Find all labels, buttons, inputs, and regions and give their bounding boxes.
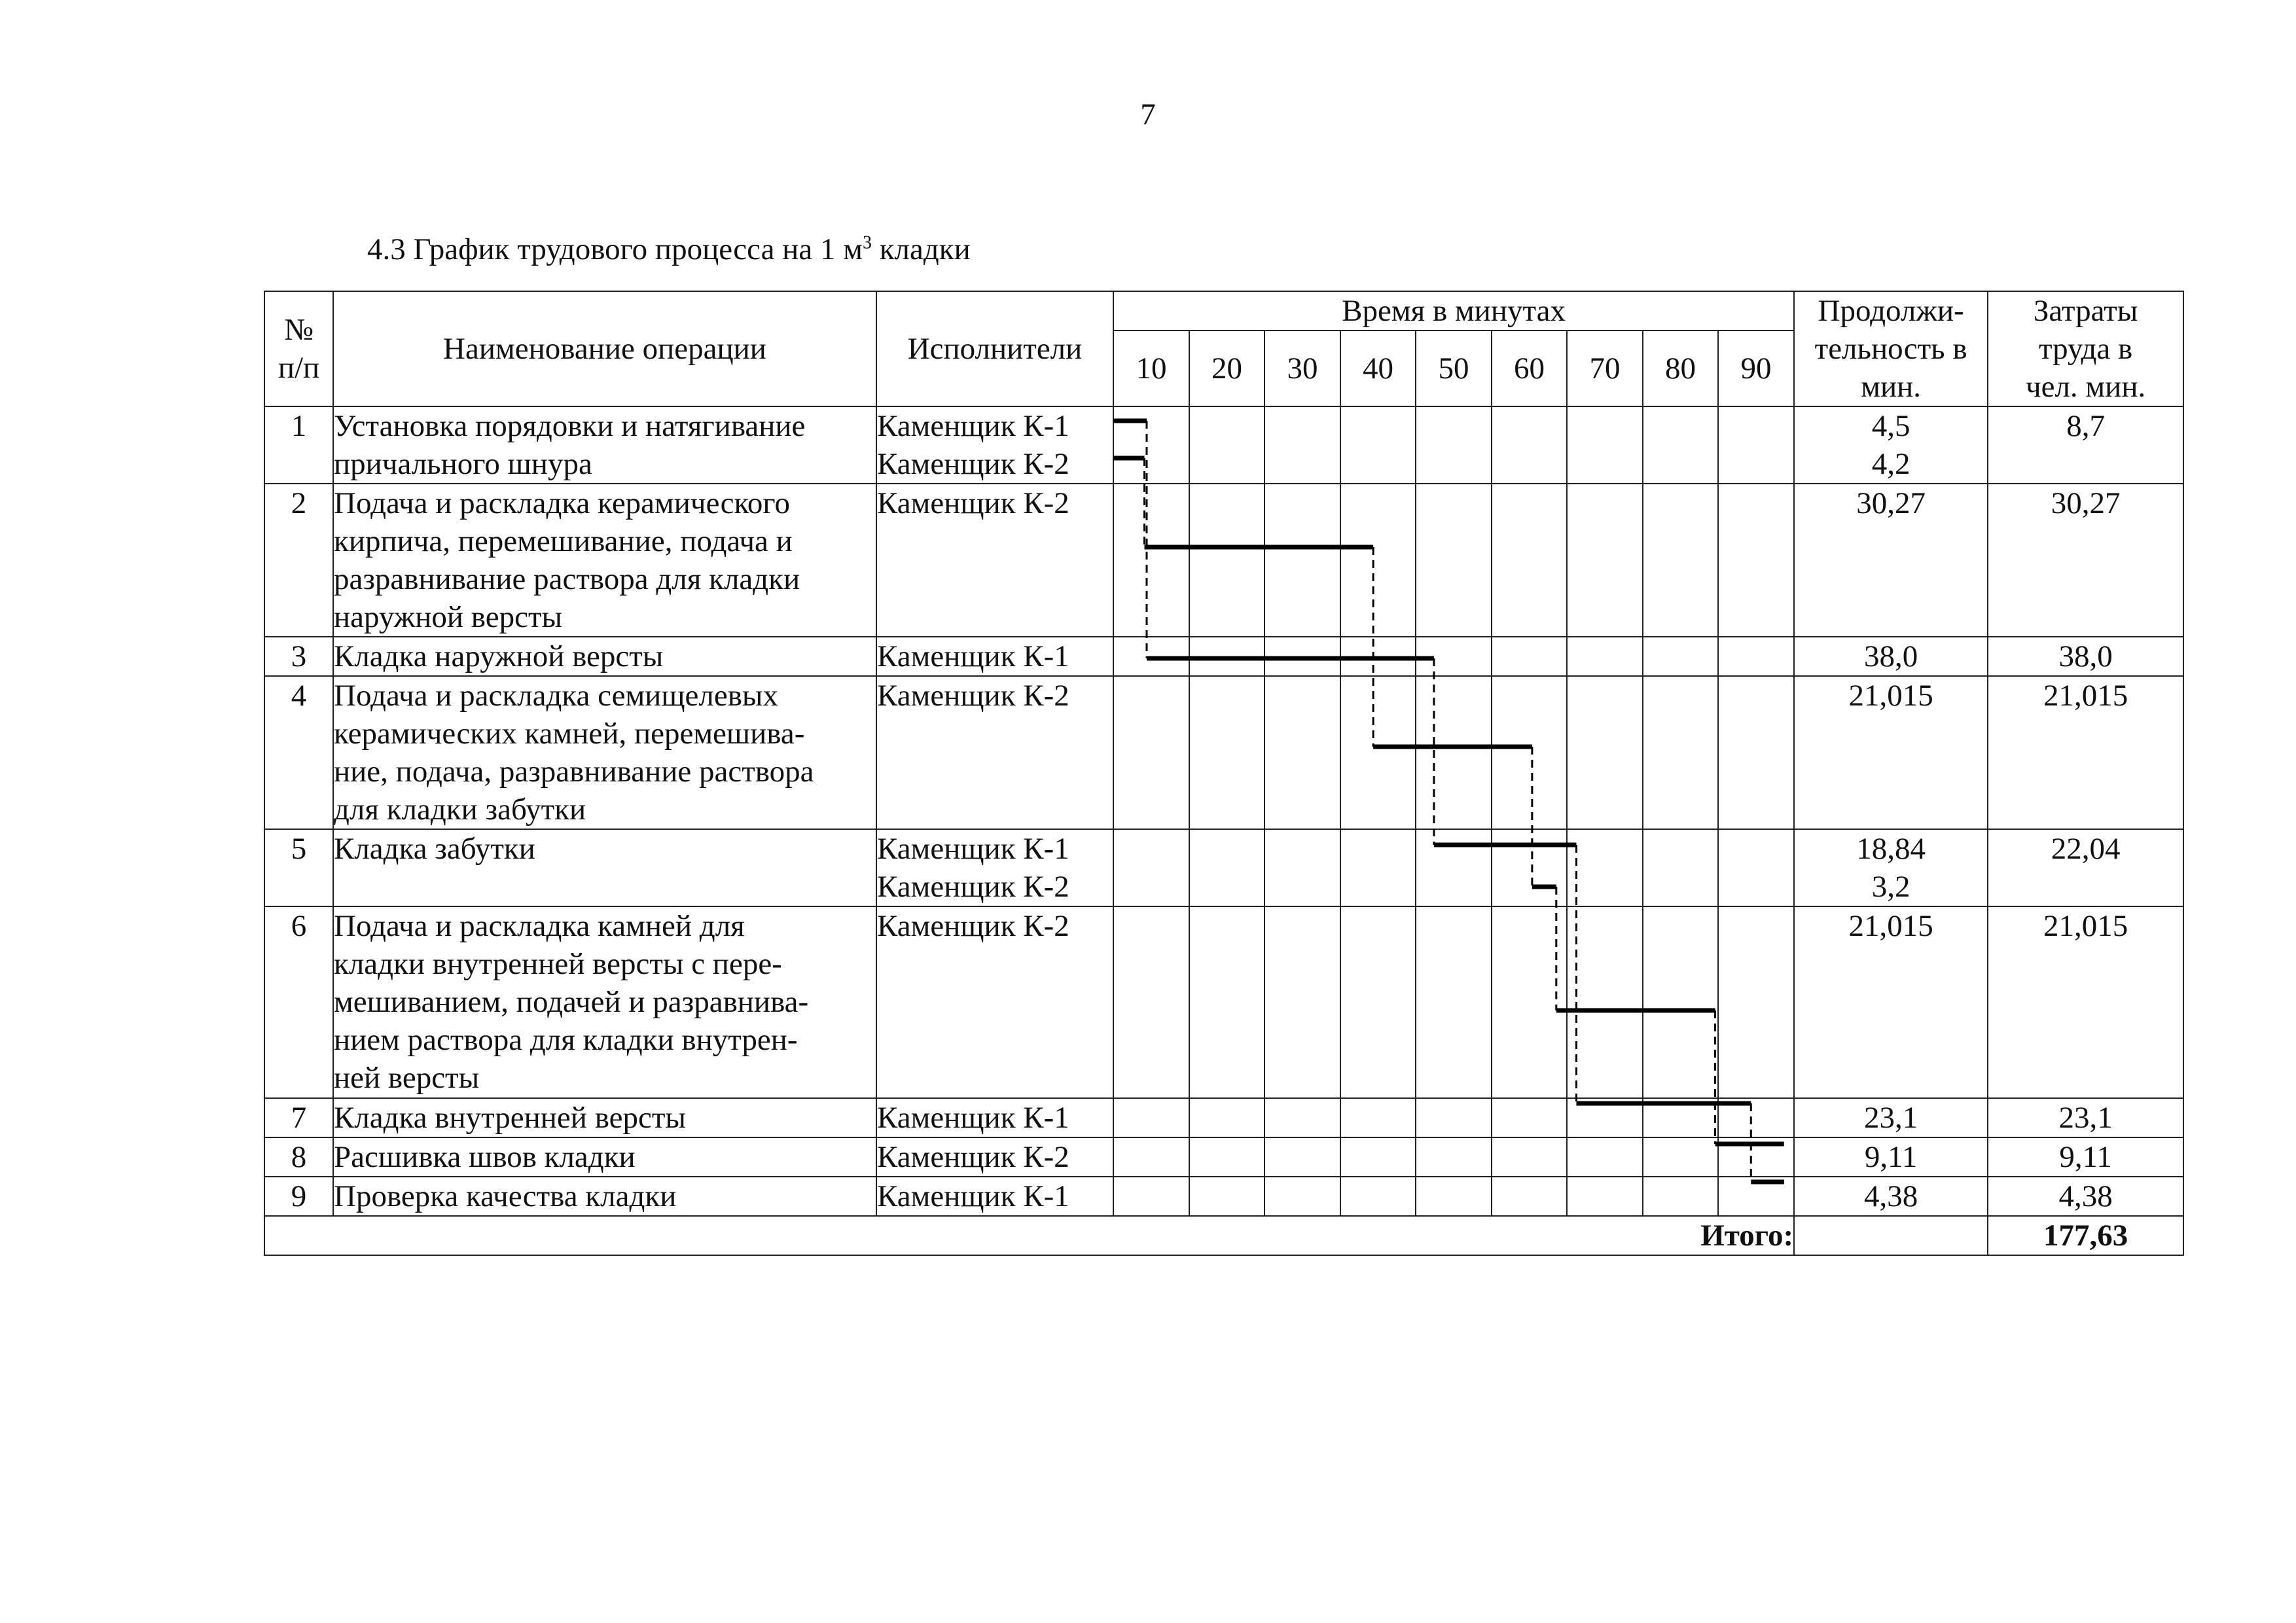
table-row xyxy=(264,406,2183,484)
operation-name-line: ние, подача, разравнивание раствора xyxy=(334,755,814,789)
time-cell xyxy=(1265,906,1340,1098)
time-cell xyxy=(1189,1098,1265,1137)
table-row xyxy=(264,1137,2183,1177)
time-cell xyxy=(1492,676,1567,829)
time-cell xyxy=(1340,829,1416,906)
time-tick: 30 xyxy=(1265,330,1340,406)
time-cell xyxy=(1416,1177,1492,1216)
time-cell xyxy=(1718,637,1794,676)
duration-cell xyxy=(1794,676,1988,829)
labor-cost: 9,11 xyxy=(1988,1137,2183,1177)
time-cell xyxy=(1416,406,1492,484)
operation-name-line: наружной версты xyxy=(334,600,563,634)
duration-value: 21,015 xyxy=(1848,909,1933,943)
time-cell xyxy=(1492,484,1567,637)
time-cell xyxy=(1492,1137,1567,1177)
duration-cell xyxy=(1794,1137,1988,1177)
operation-name-line: ней версты xyxy=(334,1061,480,1095)
time-cell xyxy=(1567,829,1643,906)
time-tick: 50 xyxy=(1416,330,1492,406)
section-title-superscript: 3 xyxy=(862,232,872,253)
time-cell xyxy=(1265,1098,1340,1137)
time-cell xyxy=(1265,676,1340,829)
operation-name-line: нием раствора для кладки внутрен- xyxy=(334,1023,798,1057)
operation-name-line: причального шнура xyxy=(334,447,592,481)
time-cell xyxy=(1567,406,1643,484)
row-number: 7 xyxy=(264,1098,333,1137)
row-number: 8 xyxy=(264,1137,333,1177)
time-cell xyxy=(1416,484,1492,637)
labor-cost: 21,015 xyxy=(1988,906,2183,1098)
operation-name-line: мешиванием, подачей и разравнива- xyxy=(334,985,809,1019)
time-cell xyxy=(1643,1098,1718,1137)
time-cell xyxy=(1492,1177,1567,1216)
operation-name xyxy=(333,829,876,906)
time-cell xyxy=(1189,906,1265,1098)
operation-name xyxy=(333,637,876,676)
time-cell xyxy=(1718,676,1794,829)
time-cell xyxy=(1189,676,1265,829)
operation-name xyxy=(333,906,876,1098)
operation-name xyxy=(333,406,876,484)
time-cell xyxy=(1567,1137,1643,1177)
performers-cell xyxy=(876,1177,1113,1216)
time-cell xyxy=(1718,906,1794,1098)
operation-name-line: Кладка забутки xyxy=(334,832,535,866)
duration-cell xyxy=(1794,829,1988,906)
operation-name-line: Подача и раскладка камней для xyxy=(334,909,745,943)
time-cell xyxy=(1189,829,1265,906)
row-number: 9 xyxy=(264,1177,333,1216)
time-tick: 80 xyxy=(1643,330,1718,406)
time-tick: 70 xyxy=(1567,330,1643,406)
operation-name-line: разравнивание раствора для кладки xyxy=(334,562,800,596)
time-cell xyxy=(1189,637,1265,676)
header-duration: Продолжи- тельность в мин. xyxy=(1794,291,1988,406)
time-cell xyxy=(1340,676,1416,829)
time-cell xyxy=(1340,1137,1416,1177)
time-cell xyxy=(1492,406,1567,484)
time-cell xyxy=(1718,1137,1794,1177)
time-cell xyxy=(1113,1098,1189,1137)
table-row xyxy=(264,1177,2183,1216)
operation-name-line: Кладка наружной версты xyxy=(334,639,664,673)
time-cell xyxy=(1113,906,1189,1098)
labor-cost: 21,015 xyxy=(1988,676,2183,829)
section-title-tail: кладки xyxy=(871,232,971,266)
total-labor: 177,63 xyxy=(1988,1216,2183,1255)
time-cell xyxy=(1416,676,1492,829)
performers-cell xyxy=(876,637,1113,676)
time-cell xyxy=(1113,829,1189,906)
time-cell xyxy=(1113,676,1189,829)
time-cell xyxy=(1340,1098,1416,1137)
time-cell xyxy=(1265,1177,1340,1216)
header-number: № п/п xyxy=(264,291,333,406)
duration-cell xyxy=(1794,906,1988,1098)
performers-cell xyxy=(876,906,1113,1098)
duration-value: 30,27 xyxy=(1856,486,1926,520)
performer: Каменщик К-1 xyxy=(877,832,1069,866)
duration-value: 38,0 xyxy=(1863,639,1918,673)
time-tick: 40 xyxy=(1340,330,1416,406)
time-cell xyxy=(1340,637,1416,676)
duration-value: 4,2 xyxy=(1871,447,1910,481)
time-cell xyxy=(1567,484,1643,637)
performer: Каменщик К-1 xyxy=(877,1101,1069,1135)
page-number: 7 xyxy=(1140,98,1156,132)
header-time: Время в минутах xyxy=(1113,291,1794,330)
operation-name xyxy=(333,484,876,637)
time-cell xyxy=(1265,829,1340,906)
row-number: 2 xyxy=(264,484,333,637)
time-cell xyxy=(1718,406,1794,484)
time-tick: 60 xyxy=(1492,330,1567,406)
time-cell xyxy=(1340,406,1416,484)
duration-value: 4,38 xyxy=(1863,1179,1918,1213)
duration-cell xyxy=(1794,637,1988,676)
performer: Каменщик К-1 xyxy=(877,1179,1069,1213)
performer: Каменщик К-1 xyxy=(877,639,1069,673)
labor-cost: 30,27 xyxy=(1988,484,2183,637)
total-duration-cell xyxy=(1794,1216,1988,1255)
labor-process-table xyxy=(264,291,2184,1256)
table-row xyxy=(264,906,2183,1098)
time-cell xyxy=(1189,1137,1265,1177)
duration-value: 9,11 xyxy=(1864,1140,1918,1174)
time-cell xyxy=(1113,484,1189,637)
time-cell xyxy=(1643,1177,1718,1216)
operation-name-line: Подача и раскладка керамического xyxy=(334,486,791,520)
section-title-main: 4.3 График трудового процесса на 1 м xyxy=(367,232,863,266)
time-cell xyxy=(1718,829,1794,906)
time-cell xyxy=(1416,906,1492,1098)
time-cell xyxy=(1113,637,1189,676)
time-cell xyxy=(1492,906,1567,1098)
labor-cost: 22,04 xyxy=(1988,829,2183,906)
time-cell xyxy=(1189,484,1265,637)
header-operation: Наименование операции xyxy=(333,291,876,406)
time-cell xyxy=(1492,829,1567,906)
header-labor: Затраты труда в чел. мин. xyxy=(1988,291,2183,406)
row-number: 3 xyxy=(264,637,333,676)
time-cell xyxy=(1340,484,1416,637)
time-cell xyxy=(1189,1177,1265,1216)
section-title xyxy=(367,232,971,267)
row-number: 4 xyxy=(264,676,333,829)
total-label: Итого: xyxy=(264,1216,1794,1255)
row-number: 5 xyxy=(264,829,333,906)
table-row xyxy=(264,637,2183,676)
operation-name xyxy=(333,1098,876,1137)
operation-name xyxy=(333,1177,876,1216)
duration-value: 3,2 xyxy=(1871,870,1910,904)
operation-name xyxy=(333,676,876,829)
time-tick: 10 xyxy=(1113,330,1189,406)
table-row xyxy=(264,484,2183,637)
time-cell xyxy=(1567,1098,1643,1137)
time-tick: 90 xyxy=(1718,330,1794,406)
time-cell xyxy=(1567,676,1643,829)
time-cell xyxy=(1340,1177,1416,1216)
time-cell xyxy=(1718,1177,1794,1216)
performer: Каменщик К-2 xyxy=(877,870,1069,904)
time-cell xyxy=(1492,1098,1567,1137)
performers-cell xyxy=(876,406,1113,484)
labor-cost: 38,0 xyxy=(1988,637,2183,676)
time-cell xyxy=(1113,1137,1189,1177)
operation-name-line: кладки внутренней версты с пере- xyxy=(334,947,782,981)
performer: Каменщик К-2 xyxy=(877,679,1069,713)
performer: Каменщик К-2 xyxy=(877,447,1069,481)
labor-cost: 8,7 xyxy=(1988,406,2183,484)
time-cell xyxy=(1643,637,1718,676)
time-cell xyxy=(1643,676,1718,829)
time-cell xyxy=(1567,637,1643,676)
time-tick: 20 xyxy=(1189,330,1265,406)
performers-cell xyxy=(876,484,1113,637)
operation-name-line: Подача и раскладка семищелевых xyxy=(334,679,778,713)
time-cell xyxy=(1567,1177,1643,1216)
performer: Каменщик К-1 xyxy=(877,409,1069,443)
operation-name-line: для кладки забутки xyxy=(334,793,586,827)
operation-name-line: Установка порядовки и натягивание xyxy=(334,409,806,443)
performers-cell xyxy=(876,1137,1113,1177)
labor-cost: 4,38 xyxy=(1988,1177,2183,1216)
time-cell xyxy=(1416,829,1492,906)
operation-name-line: Расшивка швов кладки xyxy=(334,1140,636,1174)
duration-value: 18,84 xyxy=(1856,832,1926,866)
performer: Каменщик К-2 xyxy=(877,1140,1069,1174)
time-cell xyxy=(1416,1098,1492,1137)
time-cell xyxy=(1718,1098,1794,1137)
time-cell xyxy=(1113,406,1189,484)
performer: Каменщик К-2 xyxy=(877,486,1069,520)
duration-cell xyxy=(1794,406,1988,484)
operation-name-line: керамических камней, перемешива- xyxy=(334,717,805,751)
row-number: 1 xyxy=(264,406,333,484)
time-cell xyxy=(1340,906,1416,1098)
time-cell xyxy=(1265,1137,1340,1177)
duration-cell xyxy=(1794,1098,1988,1137)
duration-value: 21,015 xyxy=(1848,679,1933,713)
table-row xyxy=(264,829,2183,906)
time-cell xyxy=(1643,829,1718,906)
time-cell xyxy=(1718,484,1794,637)
operation-name xyxy=(333,1137,876,1177)
time-cell xyxy=(1643,406,1718,484)
duration-value: 23,1 xyxy=(1863,1101,1918,1135)
time-cell xyxy=(1492,637,1567,676)
time-cell xyxy=(1416,637,1492,676)
time-cell xyxy=(1265,637,1340,676)
table-row xyxy=(264,1098,2183,1137)
operation-name-line: кирпича, перемешивание, подача и xyxy=(334,524,793,558)
performers-cell xyxy=(876,1098,1113,1137)
time-cell xyxy=(1189,406,1265,484)
time-cell xyxy=(1643,484,1718,637)
time-cell xyxy=(1265,406,1340,484)
time-cell xyxy=(1265,484,1340,637)
operation-name-line: Проверка качества кладки xyxy=(334,1179,677,1213)
time-cell xyxy=(1416,1137,1492,1177)
time-cell xyxy=(1567,906,1643,1098)
duration-cell xyxy=(1794,1177,1988,1216)
performer: Каменщик К-2 xyxy=(877,909,1069,943)
performers-cell xyxy=(876,829,1113,906)
time-cell xyxy=(1643,906,1718,1098)
time-cell xyxy=(1113,1177,1189,1216)
performers-cell xyxy=(876,676,1113,829)
duration-cell xyxy=(1794,484,1988,637)
duration-value: 4,5 xyxy=(1871,409,1910,443)
row-number: 6 xyxy=(264,906,333,1098)
time-cell xyxy=(1643,1137,1718,1177)
labor-cost: 23,1 xyxy=(1988,1098,2183,1137)
header-performers: Исполнители xyxy=(876,291,1113,406)
table-row xyxy=(264,676,2183,829)
operation-name-line: Кладка внутренней версты xyxy=(334,1101,686,1135)
